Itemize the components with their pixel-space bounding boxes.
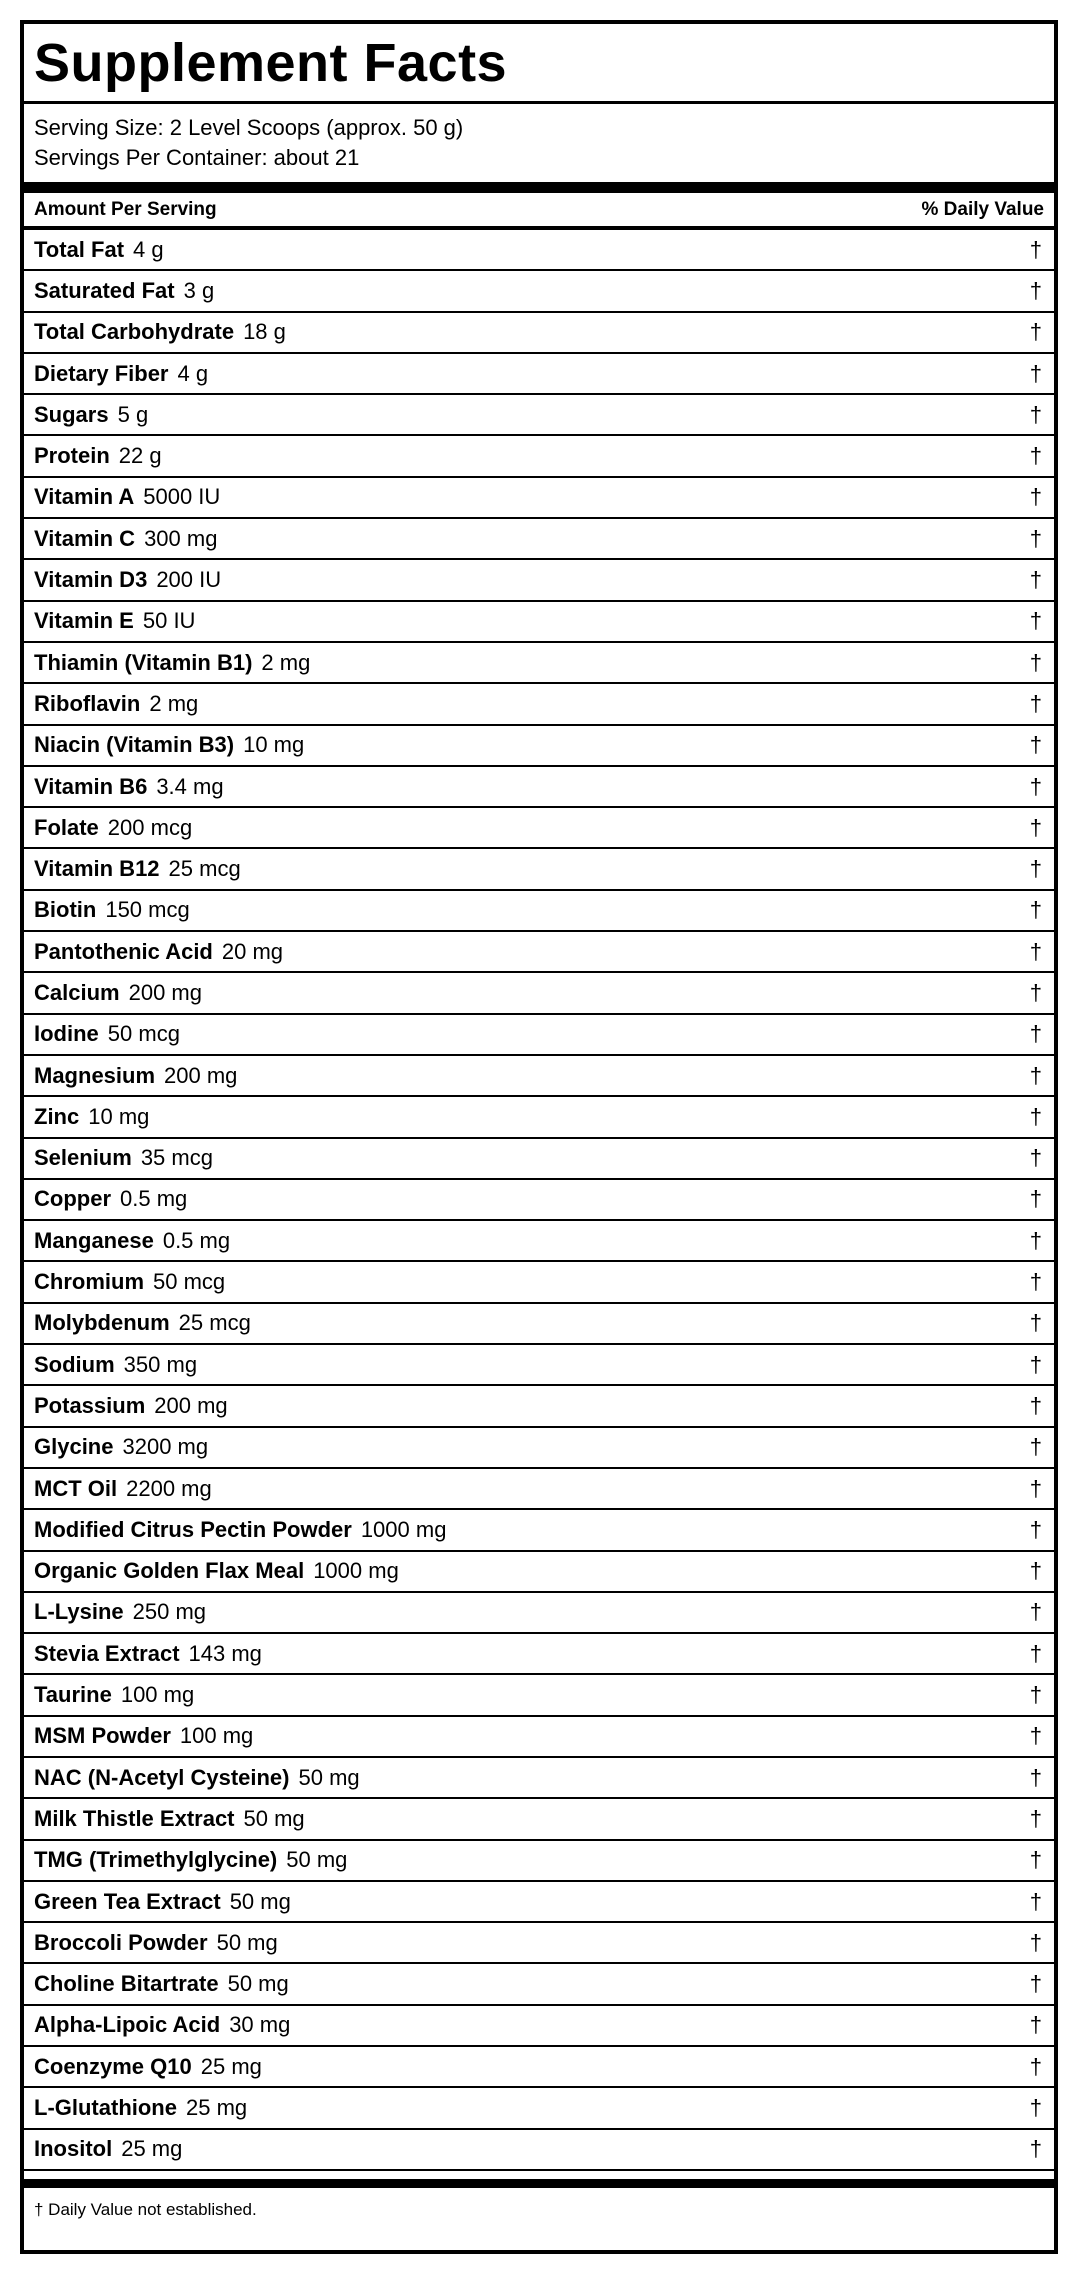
nutrient-name: Milk Thistle Extract [34,1805,235,1831]
daily-value-dagger: † [1029,1888,1042,1914]
nutrient-name: Vitamin B12 [34,856,160,882]
nutrient-amount: 50 mg [229,1888,291,1914]
nutrient-row [24,1221,1054,1262]
nutrient-row [24,643,1054,684]
daily-value-dagger: † [1029,360,1042,386]
nutrient-amount: 25 mcg [178,1310,251,1336]
nutrient-name: Sugars [34,401,109,427]
nutrient [34,1104,149,1130]
nutrient-amount: 100 mg [120,1682,195,1708]
nutrient [34,897,190,923]
nutrient [34,856,241,882]
nutrient-row [24,684,1054,725]
daily-value-dagger: † [1029,608,1042,634]
nutrient [34,650,310,676]
nutrient [34,691,198,717]
nutrient [34,361,208,387]
nutrient-amount: 200 mg [164,1062,238,1088]
nutrient-amount: 4 g [133,236,164,262]
nutrient-row [24,891,1054,932]
nutrient-amount: 25 mg [200,2053,262,2079]
nutrient [34,1393,228,1419]
nutrient [34,237,164,263]
nutrient-name: Niacin (Vitamin B3) [34,732,235,758]
nutrient [34,1847,347,1873]
nutrient-name: Total Carbohydrate [34,319,235,345]
nutrient-name: Molybdenum [34,1310,170,1336]
nutrient-amount: 25 mg [121,2136,183,2162]
nutrient-row [24,1139,1054,1180]
servings-per-container: Servings Per Container: about 21 [34,145,360,170]
nutrient-row [24,395,1054,436]
nutrient [34,1021,180,1047]
nutrient-amount: 5000 IU [143,484,221,510]
nutrient-row [24,726,1054,767]
daily-value-dagger: † [1029,484,1042,510]
nutrient-row [24,1428,1054,1469]
serving-info [24,104,1054,182]
daily-value-dagger: † [1029,1145,1042,1171]
footnote: † Daily Value not established. [34,2199,257,2219]
nutrient-row [24,230,1054,271]
daily-value-dagger: † [1029,1434,1042,1460]
amount-per-serving-label: Amount Per Serving [34,198,217,220]
nutrient-row [24,1510,1054,1551]
nutrient-name: Dietary Fiber [34,360,169,386]
daily-value-dagger: † [1029,1971,1042,1997]
nutrient-name: L-Glutathione [34,2095,177,2120]
nutrient-amount: 18 g [243,319,286,345]
daily-value-dagger: † [1029,1640,1042,1666]
daily-value-dagger: † [1029,1516,1042,1542]
daily-value-dagger: † [1029,1805,1042,1831]
nutrient-row [24,1964,1054,2005]
nutrient-row [24,1717,1054,1758]
nutrient [34,1723,253,1749]
nutrient-name: Iodine [34,1021,99,1047]
nutrient-name: Sodium [34,1351,115,1377]
nutrient-amount: 3.4 mg [156,773,224,799]
nutrient-name: Total Fat [34,236,125,262]
nutrient-name: Broccoli Powder [34,1929,208,1955]
nutrient-row [24,849,1054,890]
daily-value-dagger: † [1029,2012,1042,2038]
daily-value-dagger: † [1029,1847,1042,1873]
nutrient [34,2136,182,2162]
nutrient [34,443,162,469]
daily-value-dagger: † [1029,1929,1042,1955]
nutrient-amount: 50 mg [298,1764,360,1790]
nutrient-amount: 0.5 mg [162,1227,231,1253]
nutrient-name: Zinc [34,1103,80,1129]
daily-value-dagger: † [1029,2053,1042,2079]
nutrient-amount: 4 g [177,360,209,386]
daily-value-dagger: † [1029,2095,1042,2120]
nutrient [34,1641,262,1667]
nutrient-name: Calcium [34,979,120,1005]
nutrient-row [24,478,1054,519]
nutrient-amount: 35 mcg [140,1145,213,1171]
daily-value-dagger: † [1029,979,1042,1005]
daily-value-dagger: † [1029,1062,1042,1088]
nutrient [34,1930,278,1956]
nutrient-name: Pantothenic Acid [34,938,213,964]
nutrient-name: Coenzyme Q10 [34,2053,192,2079]
nutrient-row [24,1015,1054,1056]
nutrient-amount: 1000 mg [313,1558,399,1584]
daily-value-dagger: † [1029,1723,1042,1749]
nutrient-amount: 200 mcg [107,814,193,840]
nutrient-amount: 150 mcg [105,897,190,923]
daily-value-dagger: † [1029,1764,1042,1790]
daily-value-dagger: † [1029,567,1042,593]
daily-value-dagger: † [1029,1269,1042,1295]
nutrient [34,484,220,510]
nutrient-row [24,1675,1054,1716]
nutrient [34,1145,213,1171]
nutrient-row [24,1634,1054,1675]
daily-value-label: % Daily Value [921,198,1044,220]
nutrient-name: Organic Golden Flax Meal [34,1558,305,1584]
daily-value-dagger: † [1029,938,1042,964]
nutrient-amount: 50 mg [216,1929,278,1955]
nutrient-amount: 30 mg [229,2012,291,2038]
nutrient-row [24,1262,1054,1303]
nutrient-name: Copper [34,1186,111,1212]
daily-value-dagger: † [1029,1682,1042,1708]
nutrient-name: Green Tea Extract [34,1888,221,1914]
daily-value-dagger: † [1029,1351,1042,1377]
nutrient-name: MCT Oil [34,1475,118,1501]
daily-value-dagger: † [1029,1310,1042,1336]
daily-value-dagger: † [1029,690,1042,716]
daily-value-dagger: † [1029,1599,1042,1625]
nutrient [34,939,283,965]
nutrient-amount: 1000 mg [360,1516,447,1542]
nutrient [34,2095,247,2121]
daily-value-dagger: † [1029,236,1042,262]
nutrient-amount: 5 g [117,401,149,427]
daily-value-dagger: † [1029,1186,1042,1212]
daily-value-dagger: † [1029,2136,1042,2162]
nutrient [34,1352,197,1378]
nutrient-amount: 2200 mg [126,1475,212,1501]
nutrient-row [24,1923,1054,1964]
supplement-facts-panel [20,20,1058,2254]
nutrient-row [24,2006,1054,2047]
nutrient-row [24,313,1054,354]
serving-size: Serving Size: 2 Level Scoops (approx. 50 g) [34,115,464,140]
nutrient-row [24,1180,1054,1221]
nutrient-row [24,1304,1054,1345]
nutrient-name: Saturated Fat [34,277,175,303]
nutrient-name: Vitamin D3 [34,567,148,593]
thick-divider-bottom [24,2179,1054,2188]
nutrient-amount: 10 mg [243,732,305,758]
nutrient-amount: 0.5 mg [120,1186,188,1212]
nutrient [34,1476,212,1502]
nutrient-amount: 200 mg [128,979,202,1005]
nutrient-row [24,271,1054,312]
daily-value-dagger: † [1029,401,1042,427]
nutrient-amount: 2 mg [149,690,199,716]
nutrient-name: TMG (Trimethylglycine) [34,1847,278,1873]
nutrient [34,1558,399,1584]
nutrient [34,608,195,634]
daily-value-dagger: † [1029,1475,1042,1501]
nutrient [34,1186,187,1212]
nutrient-row [24,2130,1054,2171]
nutrient [34,2054,262,2080]
daily-value-dagger: † [1029,277,1042,303]
nutrient-name: Selenium [34,1145,132,1171]
nutrient-name: Chromium [34,1269,144,1295]
nutrient-amount: 200 IU [156,567,222,593]
nutrient-amount: 50 mg [243,1805,305,1831]
nutrient [34,567,221,593]
nutrient [34,319,286,345]
daily-value-dagger: † [1029,649,1042,675]
nutrient [34,1599,206,1625]
nutrient [34,732,304,758]
nutrient-name: Potassium [34,1392,146,1418]
nutrient-name: Modified Citrus Pectin Powder [34,1516,352,1542]
nutrient-name: Inositol [34,2136,113,2162]
nutrient-amount: 100 mg [179,1723,254,1749]
nutrient-name: Stevia Extract [34,1640,180,1666]
daily-value-dagger: † [1029,773,1042,799]
nutrient-amount: 2 mg [261,649,311,675]
nutrient [34,2012,290,2038]
nutrient-amount: 300 mg [144,525,218,551]
nutrient-row [24,1345,1054,1386]
nutrient-amount: 50 mg [227,1971,289,1997]
nutrient-amount: 143 mg [188,1640,262,1666]
nutrient-amount: 50 IU [142,608,196,634]
nutrient [34,1269,225,1295]
nutrient-amount: 3200 mg [122,1434,209,1460]
nutrient-amount: 200 mg [154,1392,228,1418]
daily-value-dagger: † [1029,1103,1042,1129]
nutrient-amount: 50 mcg [107,1021,180,1047]
nutrient [34,1806,305,1832]
nutrient-name: L-Lysine [34,1599,124,1625]
daily-value-dagger: † [1029,1392,1042,1418]
nutrient-name: Vitamin B6 [34,773,148,799]
nutrient-amount: 50 mg [286,1847,348,1873]
nutrient-amount: 3 g [183,277,215,303]
nutrient-amount: 250 mg [132,1599,207,1625]
nutrient [34,815,192,841]
nutrient-name: Magnesium [34,1062,156,1088]
nutrient-name: Riboflavin [34,690,141,716]
daily-value-dagger: † [1029,443,1042,469]
panel-title: Supplement Facts [24,24,1054,104]
nutrient-row [24,560,1054,601]
nutrient-row [24,1758,1054,1799]
nutrient-name: Alpha-Lipoic Acid [34,2012,221,2038]
nutrient-amount: 25 mg [185,2095,248,2120]
nutrient-name: Vitamin E [34,608,134,634]
nutrient-row [24,1552,1054,1593]
nutrient-name: NAC (N-Acetyl Cysteine) [34,1764,290,1790]
nutrient-name: Vitamin C [34,525,136,551]
nutrient-row [24,2047,1054,2088]
nutrient [34,1434,208,1460]
nutrient-amount: 10 mg [88,1103,150,1129]
nutrient-name: Folate [34,814,99,840]
nutrient-list [24,230,1054,2171]
daily-value-dagger: † [1029,1558,1042,1584]
nutrient-row [24,1097,1054,1138]
daily-value-dagger: † [1029,525,1042,551]
nutrient-row [24,1882,1054,1923]
nutrient [34,526,217,552]
nutrient [34,1765,360,1791]
nutrient-name: Thiamin (Vitamin B1) [34,649,253,675]
nutrient-row [24,973,1054,1014]
spacer [24,2171,1054,2179]
column-header [24,193,1054,230]
daily-value-dagger: † [1029,1227,1042,1253]
nutrient-amount: 25 mcg [168,856,241,882]
nutrient-row [24,2088,1054,2129]
daily-value-dagger: † [1029,814,1042,840]
nutrient [34,980,202,1006]
nutrient-amount: 50 mcg [153,1269,226,1295]
nutrient [34,278,214,304]
daily-value-dagger: † [1029,897,1042,923]
nutrient-amount: 20 mg [221,938,284,964]
nutrient-name: Biotin [34,897,97,923]
nutrient [34,1971,289,1997]
daily-value-dagger: † [1029,1021,1042,1047]
nutrient-name: Vitamin A [34,484,135,510]
nutrient [34,1889,291,1915]
nutrient-row [24,519,1054,560]
nutrient [34,1310,251,1336]
nutrient-row [24,354,1054,395]
nutrient [34,1063,237,1089]
nutrient-name: Protein [34,443,110,469]
nutrient-row [24,1056,1054,1097]
nutrient-row [24,1593,1054,1634]
daily-value-dagger: † [1029,856,1042,882]
nutrient-row [24,436,1054,477]
nutrient-row [24,602,1054,643]
nutrient-name: Manganese [34,1227,154,1253]
daily-value-dagger: † [1029,319,1042,345]
nutrient-name: Taurine [34,1682,112,1708]
thick-divider [24,182,1054,193]
nutrient-row [24,1469,1054,1510]
nutrient-row [24,932,1054,973]
nutrient-row [24,808,1054,849]
nutrient [34,402,148,428]
nutrient-name: Choline Bitartrate [34,1971,219,1997]
nutrient [34,774,224,800]
nutrient [34,1517,446,1543]
nutrient [34,1228,230,1254]
nutrient-row [24,1799,1054,1840]
nutrient [34,1682,194,1708]
nutrient-amount: 350 mg [123,1351,198,1377]
nutrient-name: MSM Powder [34,1723,171,1749]
nutrient-row [24,1841,1054,1882]
nutrient-amount: 22 g [118,443,162,469]
nutrient-row [24,1386,1054,1427]
nutrient-name: Glycine [34,1434,114,1460]
nutrient-row [24,767,1054,808]
daily-value-dagger: † [1029,732,1042,758]
